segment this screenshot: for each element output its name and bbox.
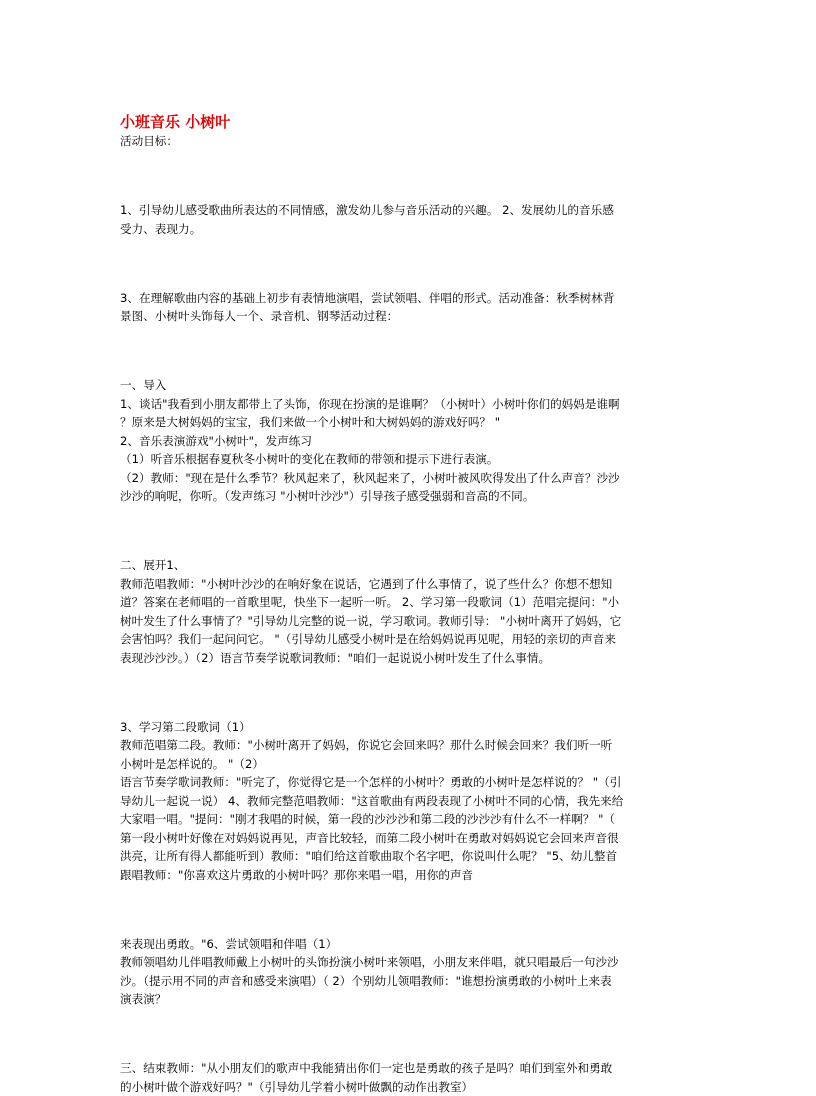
text-line: 教师领唱幼儿伴唱教师戴上小树叶的头饰扮演小树叶来领唱，小朋友来伴唱，就只唱最后一句沙沙 <box>120 953 696 972</box>
text-line: （2）教师："现在是什么季节？秋风起来了，秋风起来了，小树叶被风吹得发出了什么声音？沙沙 <box>120 469 696 488</box>
text-line: 第一段小树叶好像在对妈妈说再见，声音比较轻，而第二段小树叶在勇敢对妈妈说它会回来声音很 <box>120 829 696 848</box>
text-line: 来表现出勇敢。"6、尝试领唱和伴唱（1） <box>120 935 696 954</box>
text-line: 语言节奏学歌词教师："听完了，你觉得它是一个怎样的小树叶？勇敢的小树叶是怎样说的？ "（引 <box>120 773 696 792</box>
document-body <box>120 132 696 1096</box>
text-line: 活动目标： <box>120 132 696 151</box>
paragraph-gap <box>120 254 696 273</box>
text-line: 道？答案在老师唱的一首歌里呢，快坐下一起听一听。 2、学习第一段歌词（1）范唱完提问："小 <box>120 593 696 612</box>
document-title: 小班音乐 小树叶 <box>120 112 696 132</box>
text-line: 教师范唱第二段。教师："小树叶离开了妈妈，你说它会回来吗？那什么时候会回来？我们听一听 <box>120 736 696 755</box>
text-line: 导幼儿一起说一说） 4、教师完整范唱教师："这首歌曲有两段表现了小树叶不同的心情，我先来给 <box>120 792 696 811</box>
text-line: 沙。（提示用不同的声音和感受来演唱）（ 2）个别幼儿领唱教师："谁想扮演勇敢的小树叶上来表 <box>120 972 696 991</box>
text-line: 大家唱一唱。"提问："刚才我唱的时候，第一段的沙沙沙和第二段的沙沙沙有什么不一样啊？ "（ <box>120 810 696 829</box>
text-line: 跟唱教师："你喜欢这片勇敢的小树叶吗？那你来唱一唱，用你的声音 <box>120 866 696 885</box>
paragraph-gap <box>120 167 696 186</box>
text-line: 一、导入 <box>120 376 696 395</box>
text-line: 2、音乐表演游戏"小树叶"，发声练习 <box>120 432 696 451</box>
text-line: 教师范唱教师："小树叶沙沙的在响好象在说话，它遇到了什么事情了，说了些什么？你想不想知 <box>120 575 696 594</box>
paragraph-gap <box>120 522 696 541</box>
text-line: 1、引导幼儿感受歌曲所表达的不同情感，激发幼儿参与音乐活动的兴趣。 2、发展幼儿的音乐感 <box>120 201 696 220</box>
text-line: 三、结束教师："从小朋友们的歌声中我能猜出你们一定也是勇敢的孩子是吗？咱们到室外和勇敢 <box>120 1059 696 1078</box>
text-line: 的小树叶做个游戏好吗？"（引导幼儿学着小树叶做飘的动作出教室） <box>120 1078 696 1096</box>
text-line: 演表演？ <box>120 990 696 1009</box>
paragraph-gap <box>120 900 696 919</box>
text-line: 受力、表现力。 <box>120 220 696 239</box>
text-line: 树叶发生了什么事情了？"引导幼儿完整的说一说，学习歌词。教师引导： "小树叶离开了妈妈，它 <box>120 612 696 631</box>
text-line: 会害怕吗？我们一起问问它。 "（引导幼儿感受小树叶是在给妈妈说再见呢，用轻的亲切的声音来 <box>120 630 696 649</box>
text-line: ？原来是大树妈妈的宝宝，我们来做一个小树叶和大树妈妈的游戏好吗？ " <box>120 413 696 432</box>
document-page <box>120 112 696 1096</box>
text-line: 3、学习第二段歌词（1） <box>120 718 696 737</box>
text-line: 景图、小树叶头饰每人一个、录音机、钢琴活动过程： <box>120 307 696 326</box>
text-line: （1）听音乐根据春夏秋冬小树叶的变化在教师的带领和提示下进行表演。 <box>120 450 696 469</box>
text-line: 二、展开1、 <box>120 556 696 575</box>
paragraph-gap <box>120 342 696 361</box>
text-line: 1、谈话"我看到小朋友都带上了头饰，你现在扮演的是谁啊？（小树叶）小树叶你们的妈妈是谁啊 <box>120 395 696 414</box>
text-line: 沙沙的响呢，你听。（发声练习 "小树叶沙沙"）引导孩子感受强弱和音高的不同。 <box>120 487 696 506</box>
text-line: 3、在理解歌曲内容的基础上初步有表情地演唱，尝试领唱、伴唱的形式。活动准备：秋季树林背 <box>120 289 696 308</box>
text-line: 洪亮，让所有得人都能听到）教师："咱们给这首歌曲取个名字吧，你说叫什么呢？ "5、幼儿整首 <box>120 847 696 866</box>
paragraph-gap <box>120 683 696 702</box>
text-line: 小树叶是怎样说的。 "（2） <box>120 755 696 774</box>
text-line: 表现沙沙沙。）（2）语言节奏学说歌词教师："咱们一起说说小树叶发生了什么事情。 <box>120 649 696 668</box>
paragraph-gap <box>120 1025 696 1044</box>
